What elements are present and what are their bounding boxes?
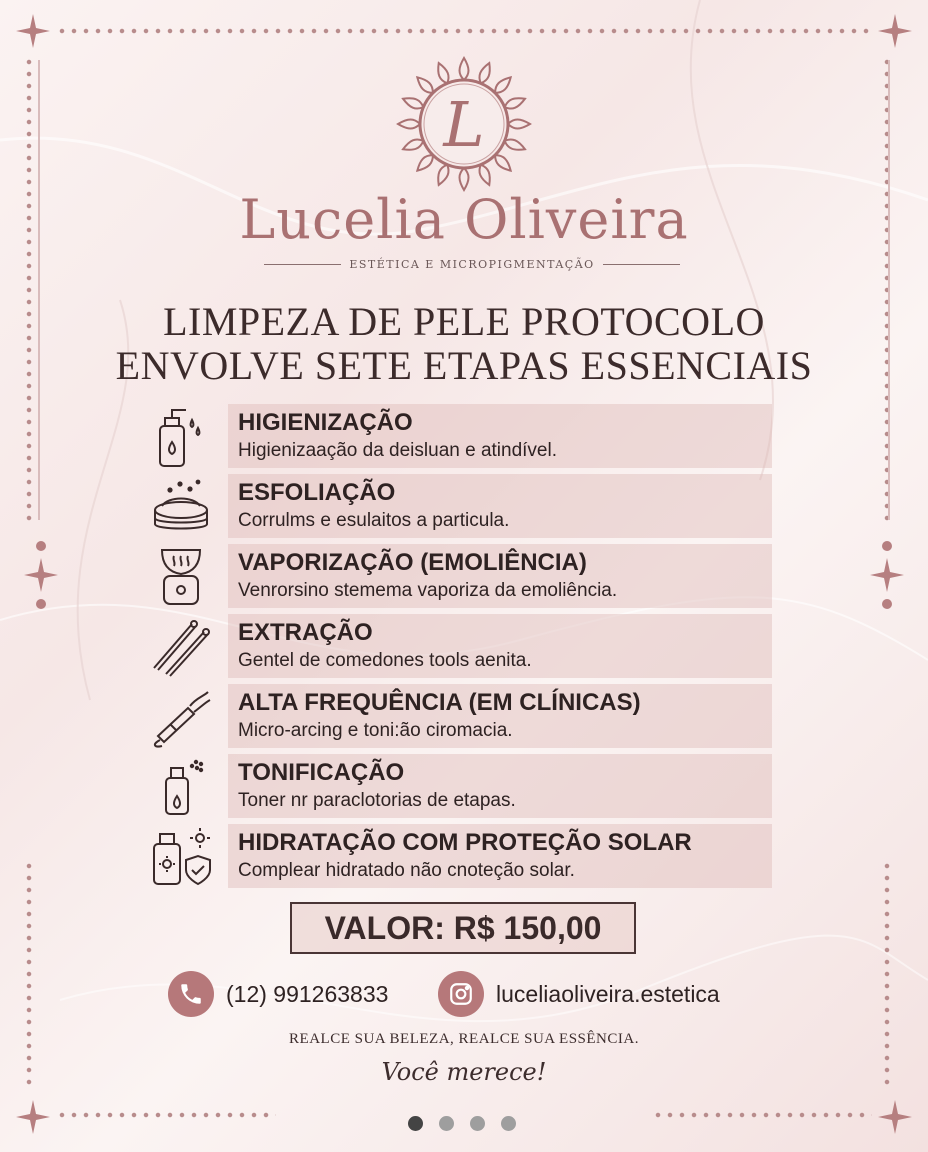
page-headline [0, 300, 928, 388]
side-ornament-icon [24, 540, 58, 610]
corner-star-icon [16, 14, 50, 48]
frame-line-left [38, 60, 40, 520]
extractor-tools-icon [148, 616, 214, 678]
step-item [148, 614, 774, 680]
frame-right-dots-lower [884, 860, 890, 1090]
step-title: EXTRAÇÃO [238, 619, 373, 646]
headline-line-1: LIMPEZA DE PELE PROTOCOLO [163, 299, 765, 344]
step-title: ALTA FREQUÊNCIA (EM CLÍNICAS) [238, 689, 641, 716]
step-title: ESFOLIAÇÃO [238, 479, 396, 506]
spray-bottle-icon [148, 756, 214, 818]
phone-number: (12) 991263833 [226, 980, 389, 1007]
pager-dot-active[interactable] [408, 1116, 423, 1131]
side-ornament-icon [870, 540, 904, 610]
frame-bottom-left-dots [56, 1112, 276, 1118]
frame-line-right [888, 60, 890, 520]
frame-left-dots-lower [26, 860, 32, 1090]
step-item [148, 544, 774, 610]
step-description: Higienizaação da deisluan e atindível. [238, 440, 557, 461]
step-title: HIDRATAÇÃO COM PROTEÇÃO SOLAR [238, 829, 692, 856]
carousel-pager [408, 1116, 516, 1131]
price-box: VALOR: R$ 150,00 [290, 902, 636, 954]
step-item [148, 754, 774, 820]
step-description: Gentel de comedones tools aenita. [238, 650, 532, 671]
brand-subtitle: ESTÉTICA E MICROPIGMENTAÇÃO [349, 258, 595, 271]
step-item [148, 824, 774, 890]
step-title: VAPORIZAÇÃO (EMOLIÊNCIA) [238, 549, 587, 576]
soap-dispenser-icon [148, 406, 214, 468]
signoff: Você merece! [381, 1058, 547, 1086]
steps-list [148, 404, 774, 894]
pager-dot[interactable] [501, 1116, 516, 1131]
corner-star-icon [878, 14, 912, 48]
step-description: Venrorsino stemema vaporiza da emoliência. [238, 580, 618, 601]
step-item [148, 474, 774, 540]
divider-line [264, 264, 341, 265]
instagram-icon [438, 971, 484, 1017]
pager-dot[interactable] [470, 1116, 485, 1131]
phone-icon [168, 971, 214, 1017]
step-item [148, 404, 774, 470]
pager-dot[interactable] [439, 1116, 454, 1131]
instagram-contact[interactable] [438, 970, 720, 1018]
divider-line [603, 264, 680, 265]
phone-contact[interactable] [168, 970, 388, 1018]
step-description: Toner nr paraclotorias de etapas. [238, 790, 516, 811]
high-frequency-wand-icon [148, 686, 214, 748]
frame-left-dots-upper [26, 56, 32, 526]
step-description: Complear hidratado não cnoteção solar. [238, 860, 575, 881]
sunscreen-shield-icon [148, 826, 214, 888]
frame-top-dots [56, 28, 872, 34]
scrub-jar-icon [148, 476, 214, 538]
instagram-handle: luceliaoliveira.estetica [496, 980, 720, 1007]
step-description: Corrulms e esulaitos a particula. [238, 510, 510, 531]
corner-star-icon [878, 1100, 912, 1134]
step-item [148, 684, 774, 750]
step-title: TONIFICAÇÃO [238, 759, 405, 786]
frame-bottom-right-dots [652, 1112, 872, 1118]
logo-monogram: L [443, 88, 485, 161]
headline-line-2: ENVOLVE SETE ETAPAS ESSENCIAIS [115, 343, 813, 388]
tagline: REALCE SUA BELEZA, REALCE SUA ESSÊNCIA. [289, 1031, 639, 1047]
brand-logo [394, 54, 534, 194]
step-description: Micro-arcing e toni:ão ciromacia. [238, 720, 513, 741]
brand-subtitle-row [264, 258, 680, 271]
facial-steamer-icon [148, 546, 214, 608]
corner-star-icon [16, 1100, 50, 1134]
brand-name: Lucelia Oliveira [239, 188, 689, 251]
step-title: HIGIENIZAÇÃO [238, 409, 413, 436]
